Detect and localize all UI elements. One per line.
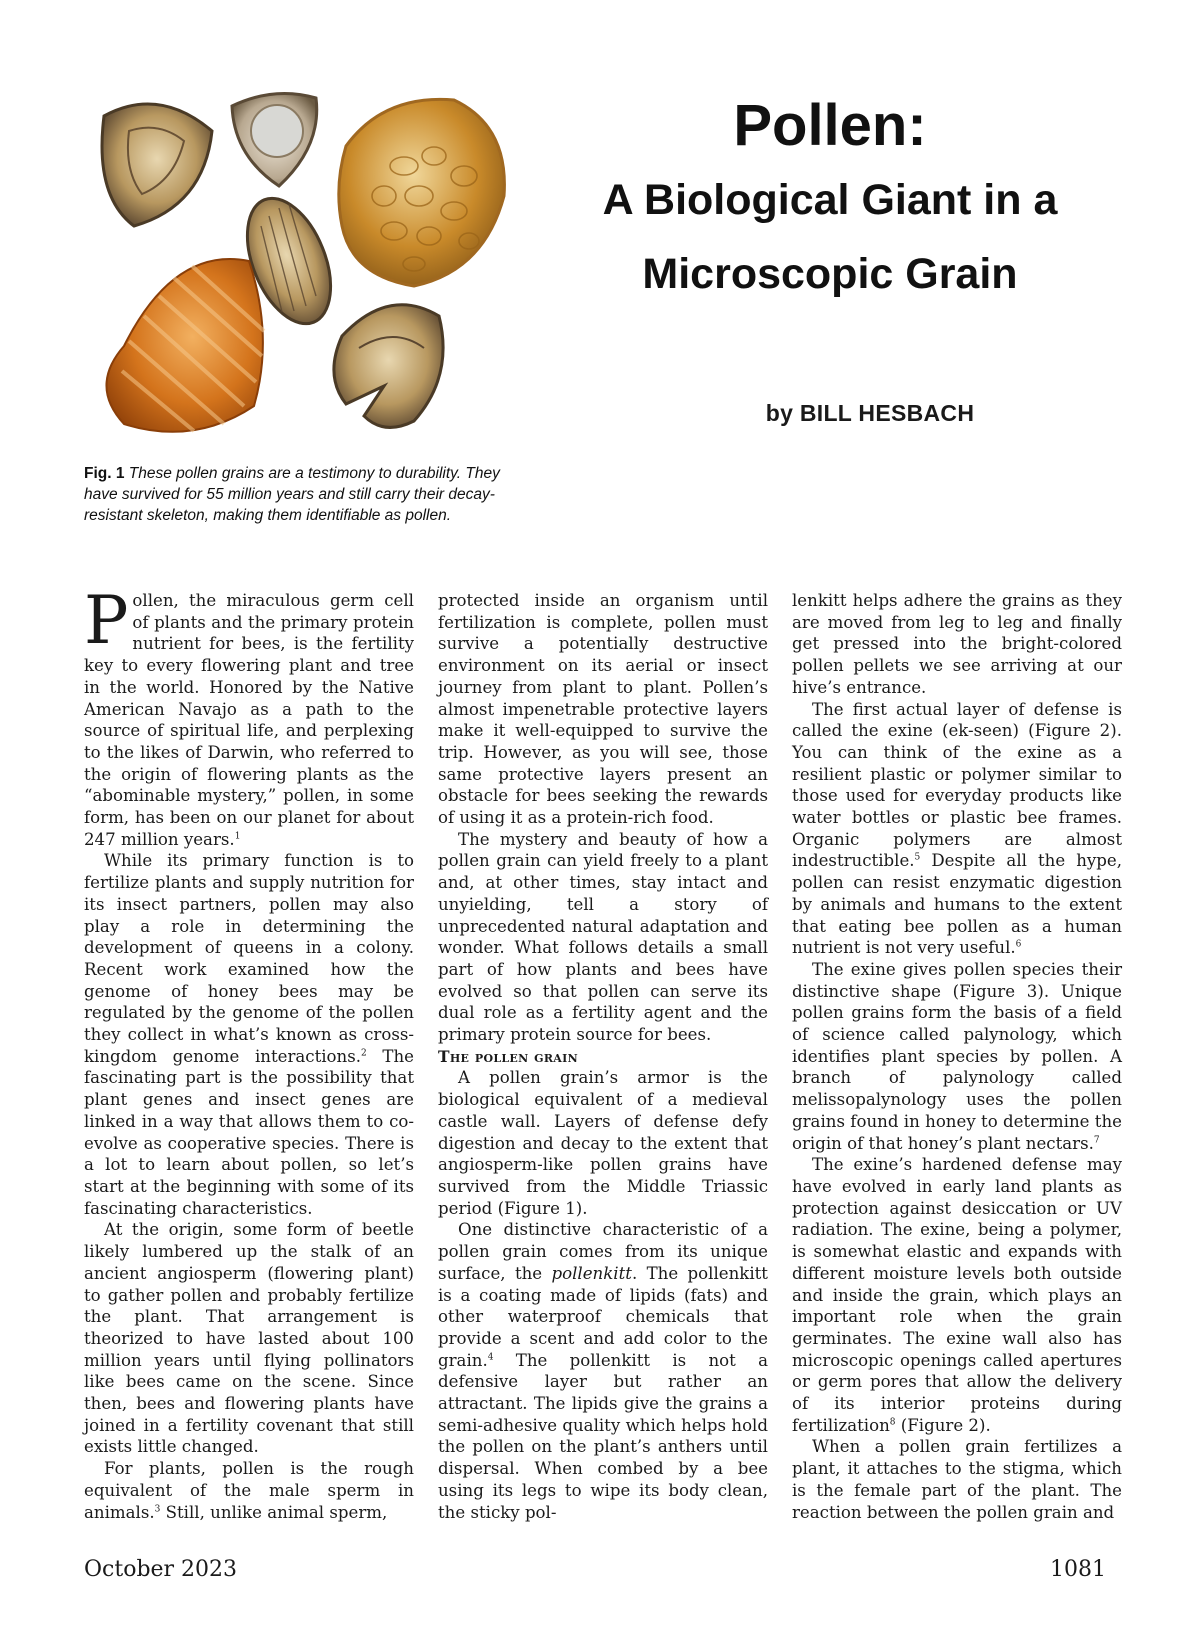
footnote-ref: 1 [234,831,241,842]
paragraph-text: While its primary function is to fertilize plants and supply nutrition for its insect partners, pollen may also play a role in determining the development of queens in a colony. Recent work examined how the genome of honey bees may be regulated by the genome of the pollen they collect in what’s known as cross-kingdom genome interactions. [84,851,414,1066]
title-subtitle-line1: A Biological Giant in a [602,176,1058,224]
italic-term: pollenkitt [551,1263,632,1283]
paragraph [792,959,1122,1154]
paragraph [438,1219,768,1523]
title-main: Pollen: [733,93,927,158]
paragraph-text: ollen, the miraculous germ cell of plants and the primary protein nutrient for bees, is the fertility key to every flowering plant and tree in the world. Honored by the Native American Navajo as a path to the source of spiritual life, and perplexing to the likes of Darwin, who referred to the origin of flowering plants as the “abominable mystery,” pollen, in some form, has been on our planet for about 247 million years. [84,591,414,849]
paragraph: When a pollen grain fertilizes a plant, it attaches to the stigma, which is the female part of the plant. The reaction between the pollen grain and [792,1437,1122,1522]
paragraph-text: The exine’s hardened defense may have evolved in early land plants as protection against desiccation or UV radiation. The exine, being a polymer, is somewhat elastic and expands with different moisture levels both outside and inside the grain, which plays an important role when the grain germinates. The exine wall also has microscopic openings called apertures or germ pores that allow the delivery of its interior proteins during fertilization [792,1155,1122,1435]
pollen-grains-illustration [84,86,524,446]
pollen-grain-reticulate [339,99,505,286]
paragraph [84,850,414,1219]
paragraph: A pollen grain’s armor is the biological equivalent of a medieval castle wall. Layers of defense defy digestion and decay to the extent that angiosperm-like pollen grains have survived from the Middle Triassic period (Figure 1). [438,1068,768,1218]
paragraph [84,1458,414,1523]
paragraph-text: For plants, pollen is the rough equivalent of the male sperm in animals. [84,1459,414,1522]
paragraph [792,699,1122,959]
footnote-ref: 5 [914,852,921,863]
paragraph-text: The exine gives pollen species their distinctive shape (Figure 3). Unique pollen grains form the basis of a field of science called palynology, which identifies plant species by pollen. A branch of palynology called melissopalynology uses the pollen grains found in honey to determine the origin of that honey’s plant nectars. [792,959,1122,1153]
pollen-grain-triangular [102,104,212,226]
section-heading: The pollen grain [438,1046,578,1066]
paragraph-text: One distinctive characteristic of a pollen grain comes from its unique surface, the [438,1220,768,1283]
footnote-ref: 7 [1093,1135,1100,1146]
paragraph: At the origin, some form of beetle likely lumbered up the stalk of an ancient angiosperm (flowering plant) to gather pollen and probably fertilize the plant. That arrangement is theorized to have lasted about 100 million years until flying pollinators like bees came on the scene. Since then, bees and flowering plants have joined in a fertility covenant that still exists little changed. [84,1220,414,1457]
footnote-ref: 4 [487,1352,494,1363]
paragraph [792,1154,1122,1436]
paragraph-text: . The pollenkitt is a coating made of lipids (fats) and other waterproof chemicals that provide a scent and add color to the grain. [438,1263,768,1370]
article-column-3 [792,590,1122,1523]
paragraph-text: (Figure 2). [895,1415,991,1435]
figure-caption-text: These pollen grains are a testimony to durability. They have survived for 55 million years and still carry their decay-resistant skeleton, making them identifiable as pollen. [84,465,500,524]
paragraph: The mystery and beauty of how a pollen grain can yield freely to a plant and, at other times, stay intact and unyielding, tell a story of unprecedented natural adaptation and wonder. What follows details a small part of how plants and bees have evolved so that pollen can serve its dual role as a fertility agent and the primary protein source for bees. [438,829,768,1045]
footer-date: October 2023 [84,1557,238,1582]
footnote-ref: 6 [1015,939,1022,950]
footnote-ref: 3 [154,1504,161,1514]
article-column-1 [84,582,414,1523]
pollen-figure-image [84,86,524,446]
paragraph: lenkitt helps adhere the grains as they are moved from leg to leg and finally get pressed into the bright-colored pollen pellets we see arriving at our hive’s entrance. [792,591,1122,697]
article-column-2 [438,590,768,1523]
figure-caption [84,463,534,526]
figure-label: Fig. 1 [84,465,125,482]
article-title [560,90,1100,310]
paragraph [84,582,414,850]
paragraph: protected inside an organism until fertilization is complete, pollen must survive a potentially destructive environment on its aerial or insect journey from plant to plant. Pollen’s almost impenetrable protective layers make it well-equipped to survive the trip. However, as you will see, those same protective layers present an obstacle for bees seeking the rewards of using it as a protein-rich food. [438,591,768,828]
footnote-ref: 2 [361,1048,367,1059]
pollen-grain-pale [232,94,317,187]
paragraph-text: The fascinating part is the possibility that plant genes and insect genes are linked in a way that allows them to co-evolve as cooperative species. There is a lot to learn about pollen, so let’s start at the beginning with some of its fascinating characteristics. [84,1046,414,1218]
footnote-ref: 8 [889,1417,896,1428]
pollen-grain-folded [334,305,443,428]
paragraph-text: Still, unlike animal sperm, [160,1502,388,1522]
pollen-grain-ribbed [107,259,265,432]
title-subtitle-line2: Microscopic Grain [642,250,1018,298]
paragraph-text: Despite all the hype, pollen can resist enzymatic digestion by animals and humans to the extent that eating bee pollen as a human nutrient is not very useful. [792,851,1122,958]
paragraph-text: The pollenkitt is not a defensive layer but rather an attractant. The lipids give the grains a semi-adhesive quality which helps hold the pollen on the plant’s anthers until dispersal. When combed by a bee using its legs to wipe its body clean, the sticky pol- [438,1350,768,1522]
author-byline: by BILL HESBACH [765,400,975,426]
paragraph-text: The first actual layer of defense is called the exine (ek-seen) (Figure 2). You can think of the exine as a resilient plastic or polymer similar to those used for everyday products like water bottles or plastic bee frames. Organic polymers are almost indestructible. [792,699,1122,871]
drop-cap: P [84,582,129,659]
page-number: 1081 [1050,1557,1106,1582]
